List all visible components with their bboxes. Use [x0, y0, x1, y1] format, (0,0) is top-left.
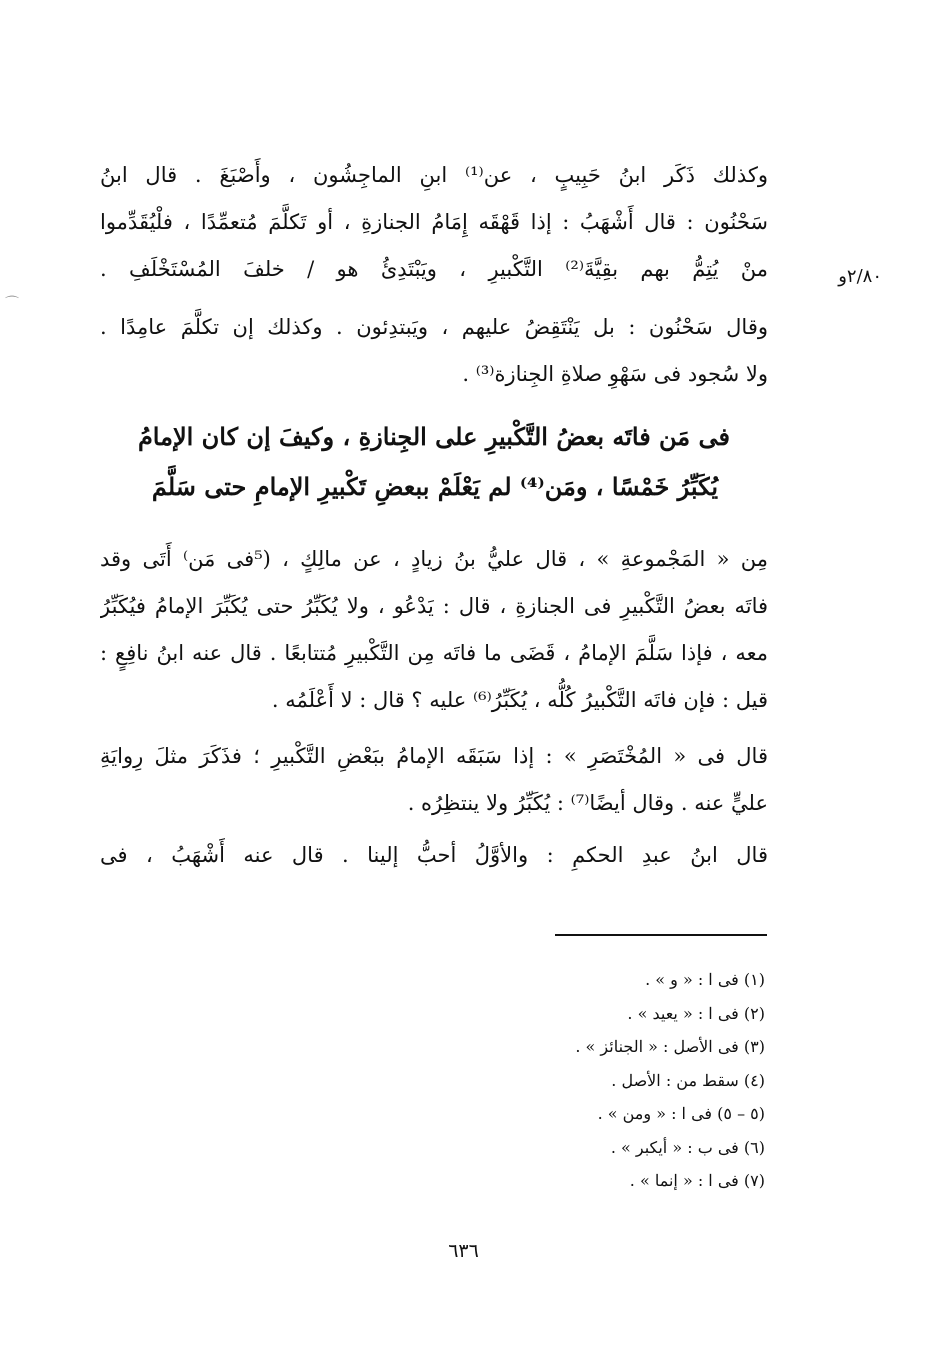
heading-line: يُكَبِّرُ خَمْسًا ، ومَن⁽⁴⁾ لم يَعْلَمْ ببعضِ تَكْبيرِ الإمامِ حتى سَلَّمَ	[151, 472, 719, 501]
text-line: مِن « المَجْموعةِ » ، قال عليُّ بنُ زيادٍ ، عن مالِكٍ ، (⁵فى مَن⁾ أَتَى وقد	[100, 547, 768, 571]
footnote: (٣) فى الأصل : « الجنائز » .	[575, 1037, 765, 1056]
footnote-divider	[555, 934, 767, 936]
text-line: وكذلك ذَكَر ابنُ حَبِيبٍ ، عن⁽¹⁾ ابنِ الماجِشُون ، وأَصْبَغَ . قال ابنُ	[100, 163, 768, 187]
text-line: عليٍّ عنه . وقال أيضًا⁽⁷⁾ : يُكَبِّرُ ولا ينتظِرُه .	[407, 791, 768, 815]
text-line: سَحْنُون : قال أَشْهَبُ : إذا قَهْقَه إِمَامُ الجنازةِ ، أو تَكلَّمَ مُتعمِّدًا ، فلْيُقَدِّموا	[100, 210, 768, 234]
paragraph-majmua	[100, 536, 768, 724]
page-number: ٦٣٦	[448, 1240, 479, 1262]
text-line: قال ابنُ عبدِ الحكمِ : والأوَّلُ أحبُّ إلينا . قال عنه أَشْهَبُ ، فى	[100, 843, 768, 867]
footnote: (٢) فى ا : « يعيد » .	[627, 1003, 765, 1023]
text-line: معه ، فإذا سَلَّمَ الإمامُ ، قَضَى ما فاتَه مِن التَّكْبيرِ مُتتابعًا . قال عنه ابنُ نافِعٍ :	[100, 641, 768, 665]
paragraph-mukhtasar	[100, 733, 768, 827]
margin-folio-note: ٢/٨٠و	[838, 266, 882, 287]
margin-mark: ⌒	[5, 296, 19, 312]
footnotes	[400, 963, 765, 1198]
text-line: ولا سُجود فى سَهْوِ صلاةِ الجِنازة⁽³⁾ .	[462, 362, 768, 386]
heading-line: فى مَن فاتَه بعضُ التَّكْبيرِ على الجِنازةِ ، وكيفَ إن كان الإمامُ	[137, 422, 730, 451]
text-line: وقال سَحْنُون : بل يَنْتَقِضُ عليهم ، ويَبتدِئون . وكذلك إن تكلَّمَ عامِدًا .	[100, 315, 768, 339]
footnote: (٥ – ٥) فى ا : « ومن » .	[597, 1104, 765, 1123]
paragraph-sahnun	[100, 304, 768, 398]
text-line: قيل : فإن فاتَه التَّكْبيرُ كُلُّه ، يُكَبِّرُ⁽⁶⁾ عليه ؟ قال : لا أَعْلَمُه .	[271, 688, 768, 712]
section-heading	[137, 412, 730, 512]
text-line: منْ يُتِمُّ بهم بقِيَّةَ⁽²⁾ التَّكْبيرِ ، ويَبْتَدِئُ هو / خلفَ المُسْتَخْلَفِ .	[100, 257, 768, 281]
paragraph-intro	[100, 152, 768, 293]
footnote: (٦) فى ب : « أيكبر » .	[610, 1137, 765, 1157]
footnote: (٤) سقط من : الأصل .	[611, 1070, 765, 1090]
footnote: (١) فى ا : « و » .	[645, 970, 765, 989]
footnote: (٧) فى ا : « إنما » .	[629, 1171, 765, 1190]
text-line: قال فى « المُخْتَصَرِ » : إذا سَبَقَه الإمامُ ببَعْضِ التَّكْبيرِ ؛ فذَكَرَ مثلَ رِوايَةِ	[100, 744, 768, 768]
paragraph-hakam	[100, 832, 768, 879]
text-line: فاتَه بعضُ التَّكْبيرِ فى الجنازةِ ، قال : يَدْعُو ، ولا يُكَبِّرُ حتى يُكَبِّرَ الإمامُ فيُكَبِّرُ	[100, 594, 768, 618]
